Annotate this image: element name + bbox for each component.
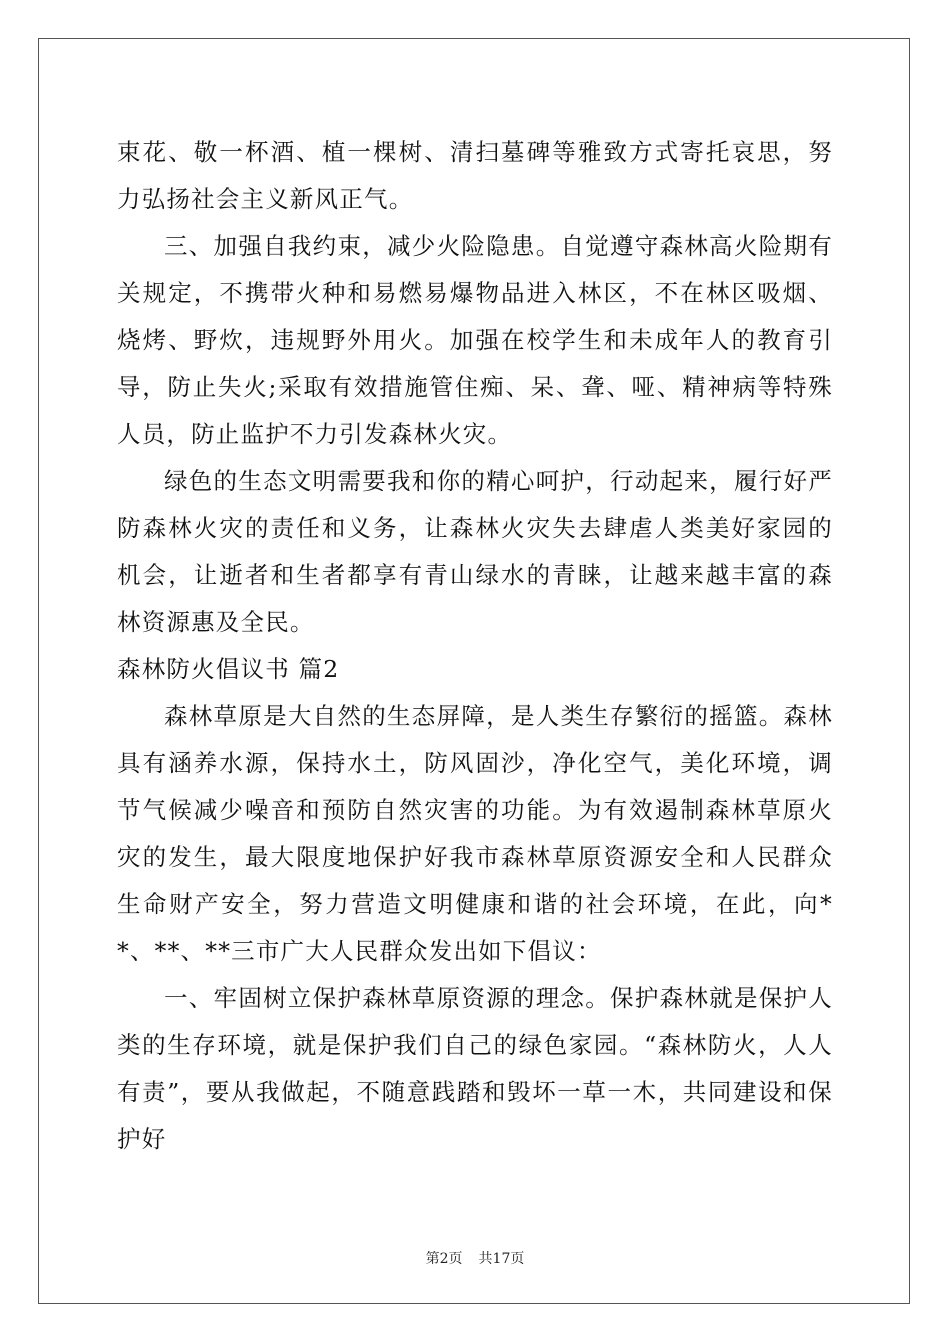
paragraph-point-one: 一、牢固树立保护森林草原资源的理念。保护森林就是保护人类的生存环境，就是保护我们自己的绿色家园。“森林防火，人人有责”，要从我做起，不随意践踏和毁坏一草一木，共同建设和保护好 [117, 984, 833, 1153]
page-footer [0, 1248, 950, 1268]
section-heading: 森林防火倡议书 篇2 [117, 655, 340, 683]
paragraph-closing: 绿色的生态文明需要我和你的精心呵护，行动起来，履行好严防森林火灾的责任和义务，让森林火灾失去肆虐人类美好家园的机会，让逝者和生者都享有青山绿水的青睐，让越来越丰富的森林资源惠及全民。 [117, 467, 833, 636]
document-body [117, 129, 833, 1163]
paragraph-section-three: 三、加强自我约束，减少火险隐患。自觉遵守森林高火险期有关规定，不携带火种和易燃易爆物品进入林区，不在林区吸烟、烧烤、野炊，违规野外用火。加强在校学生和未成年人的教育引导，防止失火;采取有效措施管住痴、呆、聋、哑、精神病等特殊人员，防止监护不力引发森林火灾。 [117, 232, 833, 448]
page-number: 第2页 [425, 1251, 463, 1267]
paragraph-intro: 森林草原是大自然的生态屏障，是人类生存繁衍的摇篮。森林具有涵养水源，保持水土，防风固沙，净化空气，美化环境，调节气候减少噪音和预防自然灾害的功能。为有效遏制森林草原火灾的发生，最大限度地保护好我市森林草原资源安全和人民群众生命财产安全，努力营造文明健康和谐的社会环境，在此，向**、**、**三市广大人民群众发出如下倡议： [117, 702, 833, 965]
total-pages: 共17页 [478, 1251, 525, 1267]
paragraph-continuation: 束花、敬一杯酒、植一棵树、清扫墓碑等雅致方式寄托哀思，努力弘扬社会主义新风正气。 [117, 138, 833, 213]
